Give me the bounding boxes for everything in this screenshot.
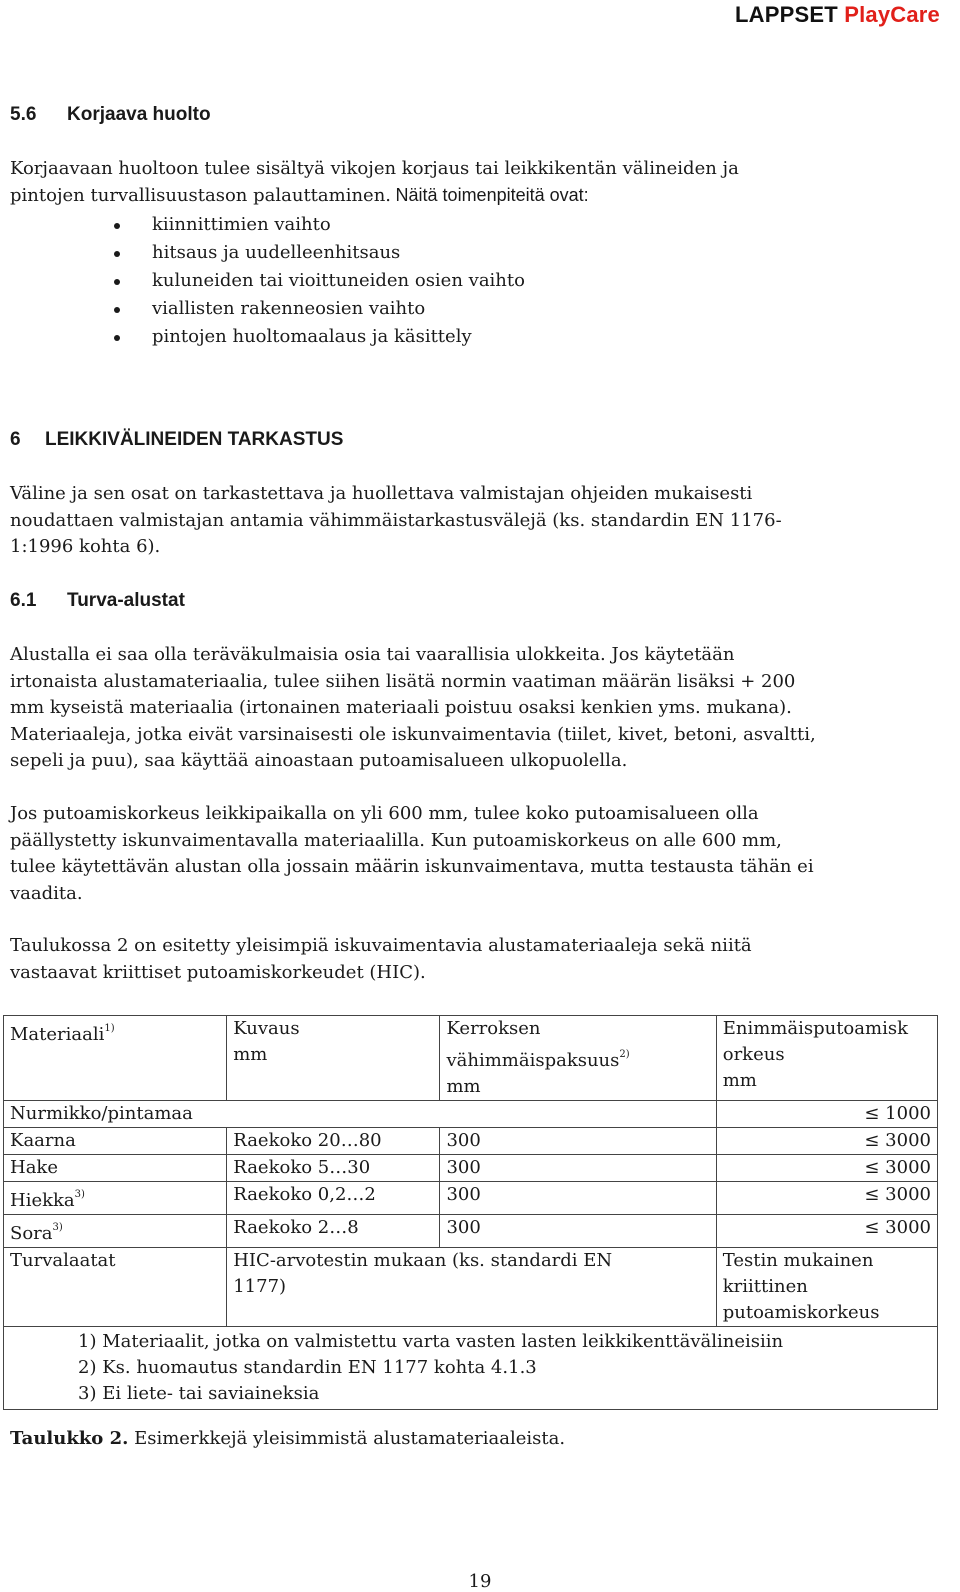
section-6-1-paragraph-1 bbox=[10, 642, 910, 775]
section-number: 6.1 bbox=[10, 590, 37, 611]
cell-text: putoamiskorkeus bbox=[722, 1302, 880, 1323]
footnote: 1) Materiaalit, jotka on valmistettu varta vasten lasten leikkikenttävälineisiin bbox=[78, 1331, 784, 1352]
cell-text: Hiekka bbox=[10, 1190, 75, 1211]
footnote-ref: 3) bbox=[52, 1222, 63, 1233]
list-item bbox=[0, 239, 525, 267]
table-row bbox=[4, 1215, 938, 1248]
header-description bbox=[227, 1016, 440, 1101]
list-item bbox=[0, 295, 525, 323]
cell-text: Kaarna bbox=[10, 1130, 76, 1151]
footnote: 3) Ei liete- tai saviaineksia bbox=[78, 1383, 320, 1404]
section-6-1-paragraph-3 bbox=[10, 933, 910, 986]
bullet-icon bbox=[114, 307, 120, 313]
cell-text: Hake bbox=[10, 1157, 58, 1178]
cell-text: Raekoko 5…30 bbox=[233, 1157, 371, 1178]
table-caption bbox=[10, 1428, 565, 1449]
header-max-height bbox=[716, 1016, 937, 1101]
footnote: 2) Ks. huomautus standardin EN 1177 kohta 4.1.3 bbox=[78, 1357, 537, 1378]
header-text: orkeus bbox=[722, 1044, 785, 1065]
brand-name-playcare: PlayCare bbox=[844, 2, 940, 27]
footnote-ref: 3) bbox=[74, 1189, 85, 1200]
text-line: pintojen turvallisuustason palauttaminen. bbox=[10, 185, 392, 206]
page-number: 19 bbox=[468, 1571, 492, 1592]
list-item-text: hitsaus ja uudelleenhitsaus bbox=[152, 242, 401, 263]
bullet-icon bbox=[114, 223, 120, 229]
cell-max-height bbox=[716, 1215, 937, 1248]
cell-material bbox=[4, 1215, 227, 1248]
section-title: Korjaava huolto bbox=[67, 104, 211, 125]
header-thickness bbox=[440, 1016, 716, 1101]
header-text: Enimmäisputoamisk bbox=[722, 1018, 908, 1039]
table-row bbox=[4, 1128, 938, 1155]
footnote-ref: 1) bbox=[104, 1023, 115, 1034]
bullet-icon bbox=[114, 335, 120, 341]
cell-material bbox=[4, 1182, 227, 1215]
list-item bbox=[0, 323, 525, 351]
section-6-text bbox=[10, 481, 910, 561]
section-number: 6 bbox=[10, 429, 21, 450]
brand-logo bbox=[735, 2, 940, 28]
list-item bbox=[0, 211, 525, 239]
cell-text: Turvalaatat bbox=[10, 1250, 116, 1271]
section-number: 5.6 bbox=[10, 104, 37, 125]
cell-text: Raekoko 0,2…2 bbox=[233, 1184, 376, 1205]
header-unit: mm bbox=[233, 1044, 268, 1065]
cell-text: ≤ 3000 bbox=[864, 1130, 931, 1151]
cell-text: kriittinen bbox=[722, 1276, 808, 1297]
bullet-icon bbox=[114, 279, 120, 285]
cell-text: 1177) bbox=[233, 1276, 287, 1297]
cell-text: 300 bbox=[446, 1130, 481, 1151]
text-line: Materiaaleja, jotka eivät varsinaisesti ole iskunvaimentavia (tiilet, kivet, betoni, asvaltti, bbox=[10, 723, 816, 745]
header-text: Kerroksen bbox=[446, 1018, 541, 1039]
cell-max-height bbox=[716, 1248, 937, 1327]
cell-thickness bbox=[440, 1182, 716, 1215]
cell-text: ≤ 3000 bbox=[864, 1217, 931, 1238]
cell-text: HIC-arvotestin mukaan (ks. standardi EN bbox=[233, 1250, 613, 1271]
list-item-text: kiinnittimien vaihto bbox=[152, 214, 331, 235]
text-line: sepeli ja puu), saa käyttää ainoastaan putoamisalueen ulkopuolella. bbox=[10, 750, 628, 771]
list-item bbox=[0, 267, 525, 295]
text-line: mm kyseistä materiaalia (irtonainen materiaali poistuu osaksi kenkien yms. mukana). bbox=[10, 697, 792, 718]
text-line: noudattaen valmistajan antamia vähimmäistarkastusvälejä (ks. standardin EN 1176- bbox=[10, 509, 782, 531]
section-5-6-intro-line-2 bbox=[10, 182, 589, 210]
cell-text: ≤ 3000 bbox=[864, 1157, 931, 1178]
cell-text: Raekoko 2…8 bbox=[233, 1217, 359, 1238]
table-footnotes bbox=[4, 1327, 938, 1410]
cell-description bbox=[227, 1128, 440, 1155]
section-6-1-paragraph-2 bbox=[10, 801, 910, 907]
caption-text: Esimerkkejä yleisimmistä alustamateriaaleista. bbox=[134, 1428, 566, 1449]
text-line: päällystetty iskunvaimentavalla materiaalilla. Kun putoamiskorkeus on alle 600 mm, bbox=[10, 829, 782, 851]
header-text: Kuvaus bbox=[233, 1018, 300, 1039]
text-line-tail: Näitä toimenpiteitä ovat: bbox=[395, 185, 589, 205]
text-line: vaadita. bbox=[10, 882, 83, 904]
cell-text: ≤ 1000 bbox=[864, 1103, 931, 1124]
footnote-ref: 2) bbox=[619, 1049, 630, 1060]
cell-text: 300 bbox=[446, 1157, 481, 1178]
table-row bbox=[4, 1182, 938, 1215]
cell-text: Sora bbox=[10, 1223, 53, 1244]
cell-text: Testin mukainen bbox=[722, 1250, 874, 1271]
cell-description bbox=[227, 1248, 717, 1327]
cell-text: Raekoko 20…80 bbox=[233, 1130, 382, 1151]
cell-text: Nurmikko/pintamaa bbox=[10, 1103, 193, 1124]
repair-actions-list bbox=[0, 211, 525, 351]
section-6-heading bbox=[10, 429, 343, 451]
header-unit: mm bbox=[446, 1076, 481, 1097]
table-footnotes-row bbox=[4, 1327, 938, 1410]
cell-material bbox=[4, 1101, 717, 1128]
header-text: vähimmäispaksuus bbox=[446, 1050, 620, 1071]
cell-material bbox=[4, 1248, 227, 1327]
text-line: Korjaavaan huoltoon tulee sisältyä vikojen korjaus tai leikkikentän välineiden ja bbox=[10, 158, 739, 179]
table-row bbox=[4, 1248, 938, 1327]
cell-thickness bbox=[440, 1128, 716, 1155]
text-line: 1:1996 kohta 6). bbox=[10, 536, 161, 557]
section-6-1-heading bbox=[10, 590, 185, 612]
header-text: Materiaali bbox=[10, 1024, 105, 1045]
bullet-icon bbox=[114, 251, 120, 257]
section-5-6-heading bbox=[10, 104, 211, 126]
caption-label: Taulukko 2. bbox=[10, 1428, 129, 1449]
cell-text: ≤ 3000 bbox=[864, 1184, 931, 1205]
header-material bbox=[4, 1016, 227, 1101]
section-title: Turva-alustat bbox=[67, 590, 185, 611]
text-line: Alustalla ei saa olla teräväkulmaisia osia tai vaarallisia ulokkeita. Jos käytetään bbox=[10, 644, 735, 665]
cell-max-height bbox=[716, 1101, 937, 1128]
table-row bbox=[4, 1101, 938, 1128]
text-line: irtonaista alustamateriaalia, tulee siihen lisätä normin vaatiman määrän lisäksi + 200 bbox=[10, 670, 796, 692]
text-line: tulee käytettävän alustan olla jossain määrin iskunvaimentava, mutta testausta tähän ei bbox=[10, 856, 814, 877]
text-line: Väline ja sen osat on tarkastettava ja huollettava valmistajan ohjeiden mukaisesti bbox=[10, 483, 753, 504]
surface-materials-table bbox=[3, 1015, 938, 1410]
text-line: Jos putoamiskorkeus leikkipaikalla on yli 600 mm, tulee koko putoamisalueen olla bbox=[10, 803, 759, 824]
cell-thickness bbox=[440, 1215, 716, 1248]
cell-thickness bbox=[440, 1155, 716, 1182]
text-line: Taulukossa 2 on esitetty yleisimpiä iskuvaimentavia alustamateriaaleja sekä niitä bbox=[10, 935, 752, 956]
cell-material bbox=[4, 1155, 227, 1182]
list-item-text: viallisten rakenneosien vaihto bbox=[152, 298, 426, 319]
cell-material bbox=[4, 1128, 227, 1155]
section-5-6-intro bbox=[10, 156, 910, 183]
cell-description bbox=[227, 1155, 440, 1182]
list-item-text: kuluneiden tai vioittuneiden osien vaihto bbox=[152, 270, 525, 291]
cell-max-height bbox=[716, 1155, 937, 1182]
cell-description bbox=[227, 1182, 440, 1215]
table-row bbox=[4, 1155, 938, 1182]
cell-max-height bbox=[716, 1128, 937, 1155]
cell-text: 300 bbox=[446, 1184, 481, 1205]
brand-name-lappset: LAPPSET bbox=[735, 2, 838, 27]
header-unit: mm bbox=[722, 1070, 757, 1091]
cell-max-height bbox=[716, 1182, 937, 1215]
text-line: vastaavat kriittiset putoamiskorkeudet (HIC). bbox=[10, 961, 426, 983]
list-item-text: pintojen huoltomaalaus ja käsittely bbox=[152, 326, 472, 347]
cell-description bbox=[227, 1215, 440, 1248]
cell-text: 300 bbox=[446, 1217, 481, 1238]
section-title: LEIKKIVÄLINEIDEN TARKASTUS bbox=[45, 429, 344, 450]
table-header-row bbox=[4, 1016, 938, 1101]
